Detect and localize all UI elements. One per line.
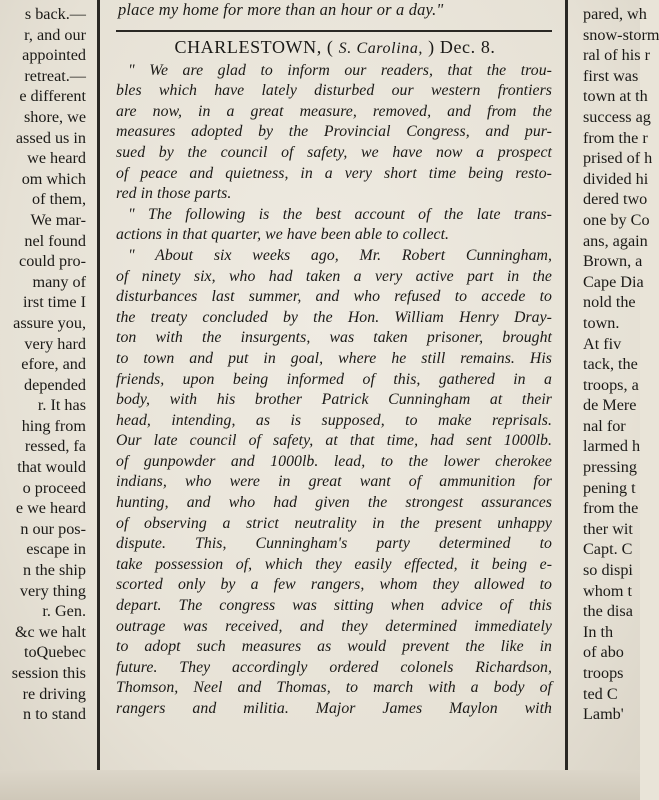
article-line: outrage was received, and they determined immediately xyxy=(116,617,552,635)
article-line: of ninety six, who had taken a very active part in the xyxy=(116,267,552,285)
left-column-line: assure you, xyxy=(13,313,86,332)
left-column-line: n our pos- xyxy=(20,519,86,538)
right-column-line: de Mere xyxy=(583,396,637,415)
article-line: body, with his brother Patrick Cunningham at their xyxy=(116,391,552,409)
right-column-line: Capt. C xyxy=(583,540,633,559)
article-line: friends, upon being informed of this, gathered in a xyxy=(116,370,552,388)
left-column-line: nel found xyxy=(24,231,86,250)
article-line: take possession of, which they easily effected, it being e- xyxy=(116,555,552,573)
article-line: of peace and quietness, in a very short time being resto- xyxy=(116,164,552,182)
article-line: " About six weeks ago, Mr. Robert Cunningham, xyxy=(128,246,552,264)
right-column-line: troops xyxy=(583,664,624,682)
right-column-line: Cape Dia xyxy=(583,272,644,291)
article-line: to town and put in goal, where he still remains. His xyxy=(116,349,552,367)
right-column-line: divided hi xyxy=(583,169,649,188)
right-column-line: town at th xyxy=(583,87,648,106)
article-line: of gunpowder and 1000lb. lead, to the lower cherokee xyxy=(116,452,552,470)
column-rule-right xyxy=(565,0,568,770)
right-column-line: nold the xyxy=(583,293,636,312)
dateline-date: ) Dec. 8. xyxy=(428,36,496,57)
article-line: dispute. This, Cunningham's party determined to xyxy=(116,535,552,553)
right-column-line: prised of h xyxy=(583,149,653,168)
left-column-line: of them, xyxy=(32,190,86,209)
left-column-line: n to stand xyxy=(23,705,86,724)
article-line: disturbances last summer, and who refused to accede to xyxy=(116,288,552,306)
article-line: hunting, and who had given the strongest assurances xyxy=(116,494,552,512)
article-line: " We are glad to inform our readers, that the trou- xyxy=(128,61,552,79)
article-line: measures adopted by the Provincial Congress, and pur- xyxy=(116,123,552,141)
right-column-line: pared, wh xyxy=(583,5,647,23)
left-column-line: om which xyxy=(21,169,86,188)
preceding-quote-line: place my home for more than an hour or a day." xyxy=(118,0,444,19)
left-column-line: efore, and xyxy=(21,355,86,374)
right-column-line: pening t xyxy=(583,478,636,497)
left-column-line: irst time I xyxy=(23,293,86,312)
right-column-line: ans, again xyxy=(583,231,648,250)
article-line: ton with the insurgents, was taken prisoner, brought xyxy=(116,329,552,347)
right-column-line: troops, a xyxy=(583,375,639,394)
article-line: " The following is the best account of the late trans- xyxy=(128,205,552,223)
article-line: rangers and militia. Major James Maylon with xyxy=(116,700,552,717)
dateline-state: S. Carolina, xyxy=(338,39,424,57)
article-body xyxy=(114,61,556,720)
article-line: Our late council of safety, at that time, had sent 1000lb. xyxy=(116,432,552,450)
left-column-line: r. It has xyxy=(37,396,86,415)
left-column-line: r. Gen. xyxy=(42,602,86,621)
main-column xyxy=(114,0,556,720)
right-column-line: tack, the xyxy=(583,355,638,374)
left-column-text xyxy=(0,4,86,725)
right-column-line: nal for xyxy=(583,416,626,435)
right-column-line: In th xyxy=(583,622,614,641)
left-column-line: o proceed xyxy=(22,478,86,497)
right-column-line: larmed h xyxy=(583,437,641,456)
left-column-line: that would xyxy=(17,458,86,477)
right-column-line: dered two xyxy=(583,190,648,209)
left-column-line: assed us in xyxy=(15,128,86,147)
left-column-line: could pro- xyxy=(19,252,86,271)
left-column-line: retreat.— xyxy=(24,66,86,85)
left-column-line: very thing xyxy=(19,581,86,600)
article-line: actions in that quarter, we have been able to collect. xyxy=(116,226,450,244)
dateline-city: CHARLESTOWN, ( xyxy=(174,36,334,57)
right-column-line: At fiv xyxy=(583,334,622,353)
left-column-line: shore, we xyxy=(23,107,86,126)
article-line: the treaty concluded by the Hon. William Henry Dray- xyxy=(116,308,552,326)
left-column-line: e we heard xyxy=(15,499,86,518)
article-line: indians, who were in great want of ammunition for xyxy=(116,473,552,491)
left-column-line: e different xyxy=(19,87,86,106)
left-column-line: r, and our xyxy=(24,25,86,44)
left-column-line: we heard xyxy=(27,149,86,168)
right-column-line: Brown, a xyxy=(583,252,643,271)
dateline xyxy=(114,35,556,59)
left-column-line: n the ship xyxy=(23,561,86,580)
article-line: scorted only by a few rangers, whom they allowed to xyxy=(116,576,552,594)
section-divider xyxy=(116,30,552,32)
right-column-line: whom t xyxy=(583,581,633,600)
right-column-line: snow-storm xyxy=(583,25,659,44)
right-column-line: first was xyxy=(583,66,639,85)
article-line: sued by the council of safety, we have now a prospect xyxy=(116,143,552,161)
left-column-line: many of xyxy=(32,272,86,291)
right-column-line: ted C xyxy=(583,684,618,703)
left-column-line: ressed, fa xyxy=(24,437,86,456)
article-line: are now, in a great measure, removed, and from the xyxy=(116,102,552,120)
right-column-line: from the xyxy=(583,499,639,518)
article-line: future. They accordingly ordered colonels Richardson, xyxy=(116,658,552,676)
article-line: depart. The congress was sitting when advice of this xyxy=(116,597,552,615)
left-column-line: re driving xyxy=(22,684,86,703)
left-column-line: very hard xyxy=(24,334,86,353)
right-column-line: from the r xyxy=(583,128,648,147)
left-column-line: hing from xyxy=(21,416,86,435)
right-column-line: the disa xyxy=(583,602,633,621)
right-column-line: success ag xyxy=(583,107,651,126)
left-column-line: We mar- xyxy=(30,210,86,229)
right-column-line: of abo xyxy=(583,643,624,662)
right-column-text xyxy=(583,4,659,725)
right-column-line: pressing xyxy=(583,458,637,477)
left-column-line: escape in xyxy=(26,540,86,559)
page-bottom-edge xyxy=(0,770,640,800)
article-line: of observing a strict neutrality in the present unhappy xyxy=(116,514,552,532)
right-column-line: one by Co xyxy=(583,210,650,229)
column-rule-left xyxy=(97,0,100,770)
right-column-line: ther wit xyxy=(583,519,633,538)
article-line: to adopt such measures as would prevent the like in xyxy=(116,638,552,656)
right-column-line: ral of his r xyxy=(583,46,650,65)
left-column-line: depended xyxy=(23,375,86,394)
left-column-line: session this xyxy=(11,664,86,682)
article-line: Thomson, Neel and Thomas, to march with a body of xyxy=(116,679,552,697)
right-column-line: Lamb' xyxy=(583,705,624,724)
left-column-line: appointed xyxy=(22,46,86,65)
right-column-line: so dispi xyxy=(583,561,633,580)
article-line: head, intending, as is supposed, to make reprisals. xyxy=(116,411,552,429)
left-column-line: s back.— xyxy=(24,5,86,23)
right-column-line: town. xyxy=(583,313,620,332)
left-column-line: &c we halt xyxy=(14,622,86,641)
article-line: red in those parts. xyxy=(116,185,232,203)
left-column-line: toQuebec xyxy=(23,643,86,662)
article-line: bles which have lately disturbed our western frontiers xyxy=(116,82,552,100)
